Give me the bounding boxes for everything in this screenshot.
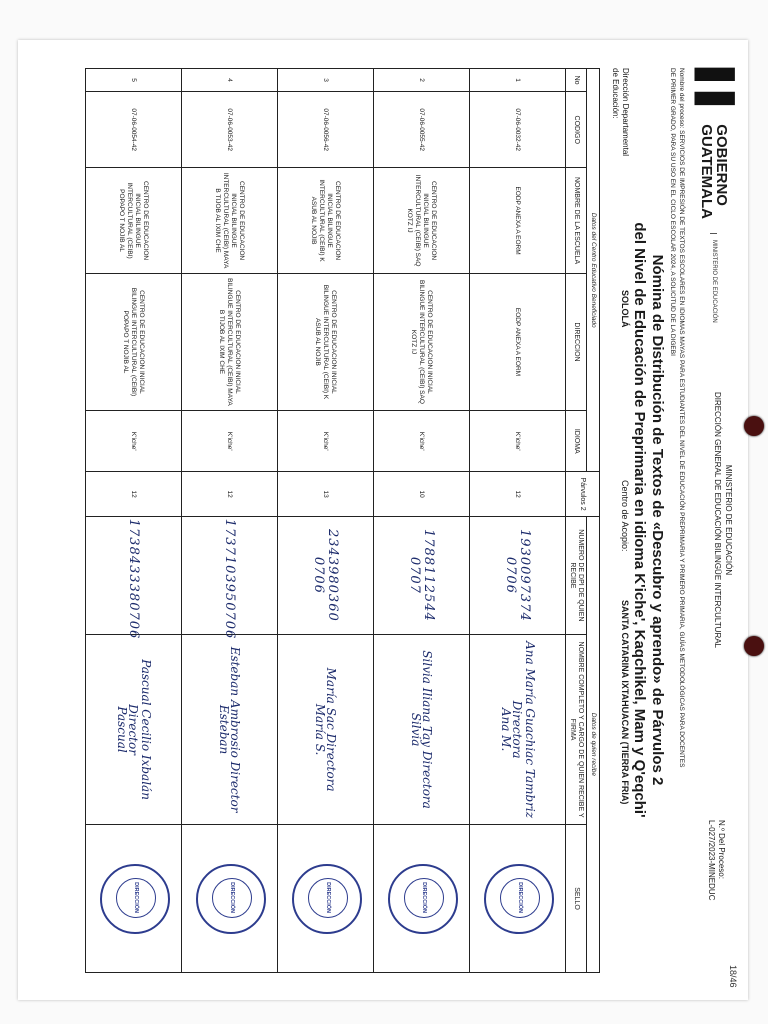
- stamp-cell: [374, 825, 470, 973]
- stamp-cell: [86, 825, 182, 973]
- school-address: [86, 273, 182, 410]
- receiver-name-text: Ana María Guachiac Tambriz Directora: [510, 641, 537, 819]
- parvulos-count-text: 10: [418, 490, 426, 498]
- departmental-line-2: de Educación:: [611, 68, 620, 119]
- school-code-text: 07-06-0055-42: [418, 108, 426, 152]
- school-name-text: CENTRO DE EDUCACION INICIAL BILINGUE INTERCULTURAL (CEIBI) POPAPO T NOJIB AL: [118, 181, 150, 261]
- table-row: [278, 69, 374, 973]
- receiver-name: [470, 635, 566, 825]
- parvulos-count: [86, 472, 182, 516]
- school-name-text: CENTRO DE EDUCACION INICIAL BILINGUE INTERCULTURAL (CEIBI) MAYA B TIJOB AL IXIM CHE: [214, 172, 246, 269]
- row-number-text: 1: [514, 78, 522, 82]
- col-sello: SELLO: [566, 825, 587, 973]
- stamp-label: DIRECCIÓN: [116, 878, 156, 918]
- row-number: [470, 69, 566, 92]
- receiver-name-text: Esteban Ambrosio Director: [228, 646, 243, 813]
- title-line-2: del Nivel de Educación de Preprimaria en idioma K'iche', Kaqchikel, Mam y Q'eqchi': [631, 222, 648, 818]
- official-stamp: [484, 864, 554, 934]
- school-code-text: 07-06-0056-42: [322, 108, 330, 152]
- process-number: L-027/2023-MINEDUC: [707, 820, 716, 901]
- parvulos-count: [182, 472, 278, 516]
- stamp-label: DIRECCIÓN: [308, 878, 348, 918]
- official-stamp: [388, 864, 458, 934]
- table-row: [470, 69, 566, 973]
- school-code-text: 07-06-0053-42: [226, 108, 234, 152]
- school-code: [470, 92, 566, 168]
- school-name: [86, 168, 182, 274]
- parvulos-count-text: 12: [226, 490, 234, 498]
- parvulos-count-text: 12: [130, 490, 138, 498]
- language: [182, 411, 278, 472]
- stamp-cell: [470, 825, 566, 973]
- school-address-text: CENTRO DE EDUCACION INICIAL BILINGUE INTERCULTURAL (CEIBI) SAQ KOTZ IJ: [410, 280, 434, 404]
- row-number: [374, 69, 470, 92]
- rotated-page: [18, 40, 748, 1000]
- ministry-title: MINISTERIO DE EDUCACIÓN: [724, 464, 733, 576]
- school-address-text: CENTRO DE EDUCACION INICIAL BILINGUE INTERCULTURAL (CEIBI) POPAPO T NOJIB AL: [122, 287, 146, 397]
- language-text: K'iche': [322, 431, 330, 451]
- school-address: [374, 273, 470, 410]
- logo-gobierno: GOBIERNO: [713, 124, 730, 206]
- page-number: 18/46: [728, 965, 738, 988]
- parvulos-count: [278, 472, 374, 516]
- stamp-cell: [182, 825, 278, 973]
- receiver-name-text: María Sac Directora: [324, 667, 339, 792]
- col-parvulos: Párvulos 2: [566, 472, 600, 516]
- receiver-dpi-text: 1930097374 0706: [503, 529, 533, 622]
- title-line-1: Nómina de Distribución de Textos de «Descubro y aprendo» de Párvulos 2: [649, 254, 666, 786]
- stamp-cell: [278, 825, 374, 973]
- language-text: K'iche': [514, 431, 522, 451]
- school-address: [182, 273, 278, 410]
- departmental-label: [610, 68, 630, 156]
- school-name: [278, 168, 374, 274]
- process-info: [706, 820, 726, 900]
- school-code-text: 07-06-0054-42: [130, 108, 138, 152]
- stamp-label: DIRECCIÓN: [404, 878, 444, 918]
- school-address-text: CENTRO DE EDUCACION INICIAL BILINGUE INTERCULTURAL (CEIBI) K ASUB AL NOJIB: [314, 284, 338, 400]
- official-stamp: [196, 864, 266, 934]
- group-school-header: Datos del Centro Educativo Beneficiado: [587, 69, 600, 472]
- row-number: [86, 69, 182, 92]
- receiver-name: [182, 635, 278, 825]
- signature: Pascual: [115, 706, 129, 753]
- receiver-name-text: Silvia Iliana Tay Directora: [420, 650, 435, 809]
- school-address-text: CENTRO DE EDUCACION INICIAL BILINGUE INTERCULTURAL (CEIBI) MAYA B TIJOB AL IXIM CHE: [218, 278, 242, 406]
- receiver-dpi-text: 2343980360 0706: [311, 529, 341, 622]
- col-no: No: [566, 69, 587, 92]
- official-stamp: [292, 864, 362, 934]
- logo-bars-icon: ▌▌: [694, 68, 734, 117]
- language: [278, 411, 374, 472]
- process-description: Nombre del proceso: SERVICIOS DE IMPRESIÓN DE TEXTOS ESCOLARES EN IDIOMAS MAYAS PARA ESTUDIANTES DEL NIVEL DE EDUCACIÓN PREPRIMARIA Y PRIMERO PRIMARIA, GUÍAS METODOLÓGICAS PARA DOCENTES DE PRIMER GRADO, PARA SU USO EN EL CICLO ESCOLAR 2024, A SOLICITUD DE LA DIGEBI: [669, 68, 685, 768]
- receiver-name: [278, 635, 374, 825]
- language: [374, 411, 470, 472]
- table-row: [182, 69, 278, 973]
- school-code: [374, 92, 470, 168]
- stamp-label: DIRECCIÓN: [212, 878, 252, 918]
- col-direccion: DIRECCION: [566, 273, 587, 410]
- school-address: [278, 273, 374, 410]
- departmental-line-1: Dirección Departamental: [621, 68, 630, 157]
- school-name-text: CENTRO DE EDUCACION INICIAL BILINGUE INTERCULTURAL (CEIBI) K ASUB AL NOJIB: [310, 179, 342, 262]
- header-center: [712, 240, 734, 800]
- receiver-dpi: [470, 516, 566, 634]
- stamp-label: DIRECCIÓN: [500, 878, 540, 918]
- distribution-table: [85, 68, 600, 973]
- logo-guatemala: GUATEMALA: [698, 124, 715, 220]
- table-row: [86, 69, 182, 973]
- punch-hole: [744, 416, 764, 436]
- official-stamp: [100, 864, 170, 934]
- school-code-text: 07-06-0032-42: [514, 108, 522, 152]
- school-code: [182, 92, 278, 168]
- receiver-dpi: [182, 516, 278, 640]
- receiver-name: [86, 635, 182, 825]
- receiver-dpi-text: 1788112544 0707: [407, 529, 437, 622]
- receiver-name-text: Pascual Cecilio Ixbalán Director: [126, 659, 153, 800]
- process-label: N.º Del Proceso:: [717, 820, 726, 879]
- parvulos-count-text: 12: [514, 490, 522, 498]
- parvulos-count: [374, 472, 470, 516]
- parvulos-count: [470, 472, 566, 516]
- parvulos-count-text: 13: [322, 490, 330, 498]
- row-number-text: 4: [226, 78, 234, 82]
- signature: Esteban: [217, 704, 232, 755]
- language: [470, 411, 566, 472]
- row-number: [182, 69, 278, 92]
- row-number-text: 5: [130, 78, 138, 82]
- language: [86, 411, 182, 472]
- col-dpi: NUMERO DE DPI DE QUIEN RECIBE: [566, 516, 587, 634]
- receiver-dpi-text: 1737103950706: [222, 518, 238, 640]
- col-codigo: CODIGO: [566, 92, 587, 168]
- punch-hole: [744, 636, 764, 656]
- row-number: [278, 69, 374, 92]
- col-nombre: NOMBRE DE LA ESCUELA: [566, 168, 587, 274]
- school-name: [470, 168, 566, 274]
- receiver-dpi: [374, 516, 470, 634]
- col-receptor: NOMBRE COMPLETO Y CARGO DE QUIEN RECIBE Y FIRMA: [566, 635, 587, 825]
- center-label: Centro de Acopio:: [620, 480, 630, 552]
- school-name: [374, 168, 470, 274]
- language-text: K'iche': [418, 431, 426, 451]
- school-name: [182, 168, 278, 274]
- signature: María S.: [313, 703, 328, 756]
- receiver-dpi: [278, 516, 374, 634]
- logo-ministry: MINISTERIO DE EDUCACIÓN: [711, 233, 718, 323]
- school-code: [278, 92, 374, 168]
- row-number-text: 2: [418, 78, 426, 82]
- row-number-text: 3: [322, 78, 330, 82]
- signature: Silvia: [409, 712, 424, 747]
- receiver-dpi-text: 1738433380706: [126, 518, 142, 640]
- school-name-text: EODP ANEXA A EORM: [514, 186, 522, 255]
- group-receiver-header: Datos de quien recibe: [587, 516, 600, 972]
- document-title: [630, 40, 666, 1000]
- department-value: SOLOLÁ: [620, 290, 630, 328]
- receiver-name: [374, 635, 470, 825]
- signature: Ana M.: [499, 707, 513, 752]
- school-address-text: EODP ANEXA A EORM: [514, 307, 522, 377]
- school-code: [86, 92, 182, 168]
- receiver-dpi: [86, 516, 182, 640]
- center-value: SANTA CATARINA IXTAHUACAN (TIERRA FRIA): [620, 600, 630, 805]
- language-text: K'iche': [130, 431, 138, 451]
- document-sheet: [18, 40, 748, 1000]
- school-address: [470, 273, 566, 410]
- directorate-title: DIRECCIÓN GENERAL DE EDUCACIÓN BILINGÜE INTERCULTURAL: [713, 391, 722, 649]
- table-row: [374, 69, 470, 973]
- col-idioma: IDIOMA: [566, 411, 587, 472]
- language-text: K'iche': [226, 431, 234, 451]
- school-name-text: CENTRO DE EDUCACION INICIAL BILINGUE INTERCULTURAL (CEIBI) SAQ KOTZ IJ: [406, 174, 438, 267]
